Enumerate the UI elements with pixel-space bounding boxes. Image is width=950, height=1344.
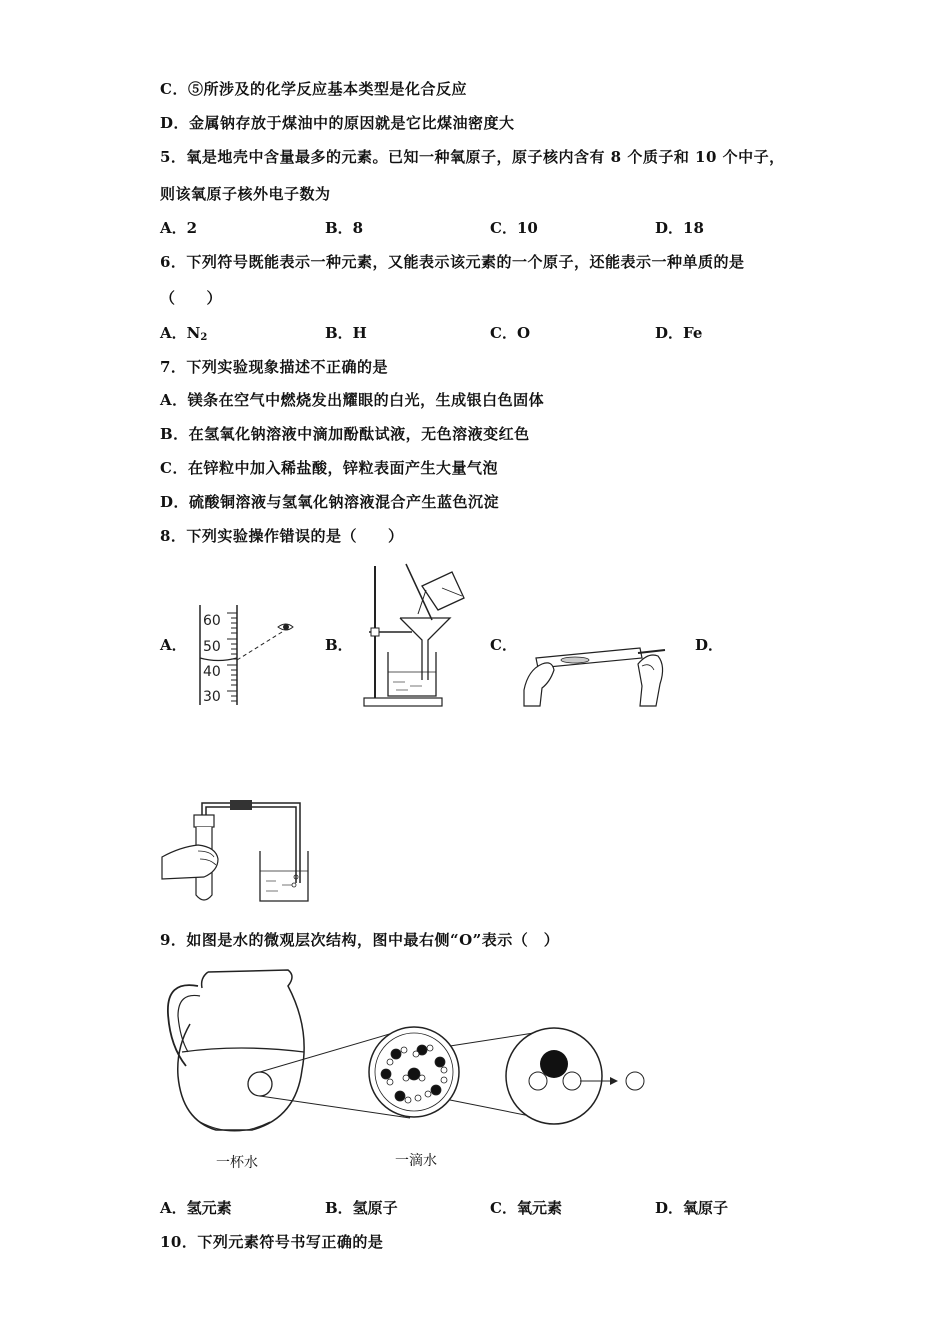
q5-option-d: D．18 — [655, 219, 704, 237]
q6-option-b: B．H — [325, 324, 367, 342]
q6-stem-line1: 6．下列符号既能表示一种元素，又能表示该元素的一个原子，还能表示一种单质的是 — [160, 253, 745, 271]
q5-option-b: B．8 — [325, 219, 364, 237]
q6-option-d: D．Fe — [655, 324, 703, 342]
q9-option-d: D．氧原子 — [655, 1199, 729, 1217]
q7-option-d: D．硫酸铜溶液与氢氧化钠溶液混合产生蓝色沉淀 — [160, 493, 500, 511]
q9-option-a: A．氢元素 — [160, 1199, 232, 1217]
q5-option-c: C．10 — [490, 219, 538, 237]
q8-figure-d-airtightness-check — [160, 795, 320, 905]
q9-water-structure-figure — [160, 958, 660, 1148]
cylinder-tick-30: 30 — [203, 689, 221, 705]
cylinder-tick-60: 60 — [203, 613, 221, 629]
q9-option-b: B．氢原子 — [325, 1199, 398, 1217]
q6-stem-line2: （ ） — [160, 289, 223, 307]
q4-option-d: D．金属钠存放于煤油中的原因就是它比煤油密度大 — [160, 114, 515, 132]
q5-option-a: A．2 — [160, 219, 198, 237]
q8-label-b: B． — [325, 636, 353, 654]
cylinder-tick-40: 40 — [203, 664, 221, 680]
cylinder-tick-50: 50 — [203, 639, 221, 655]
q7-option-c: C．在锌粒中加入稀盐酸，锌粒表面产生大量气泡 — [160, 459, 498, 477]
q9-stem: 9．如图是水的微观层次结构，图中最右侧“O”表示（ ） — [160, 931, 560, 949]
q7-option-a: A．镁条在空气中燃烧发出耀眼的白光，生成银白色固体 — [160, 391, 545, 409]
q6-option-a: A．$N_2$ — [160, 324, 208, 343]
q4-option-c: C．⑤所涉及的化学反应基本类型是化合反应 — [160, 80, 467, 98]
q7-option-b: B．在氢氧化钠溶液中滴加酚酞试液，无色溶液变红色 — [160, 425, 530, 443]
q8-figure-b-filtration — [360, 562, 470, 710]
q8-stem: 8．下列实验操作错误的是（ ） — [160, 527, 404, 545]
q5-stem-line2: 则该氧原子核外电子数为 — [160, 185, 331, 203]
q8-figure-a-cylinder — [192, 605, 307, 708]
q8-label-d: D． — [695, 636, 724, 654]
q9-caption-drop: 一滴水 — [395, 1153, 437, 1169]
q6-option-c: C．O — [490, 324, 531, 342]
q8-label-c: C． — [490, 636, 517, 654]
q9-caption-cup: 一杯水 — [216, 1155, 258, 1171]
q9-option-c: C．氧元素 — [490, 1199, 562, 1217]
q8-label-a: A． — [160, 636, 187, 654]
q10-stem: 10．下列元素符号书写正确的是 — [160, 1233, 384, 1251]
q5-stem-line1: 5．氧是地壳中含量最多的元素。已知一种氧原子，原子核内含有 8 个质子和 10 个中子， — [160, 148, 785, 166]
q8-figure-c-test-tube — [520, 630, 670, 710]
q7-stem: 7．下列实验现象描述不正确的是 — [160, 358, 388, 376]
